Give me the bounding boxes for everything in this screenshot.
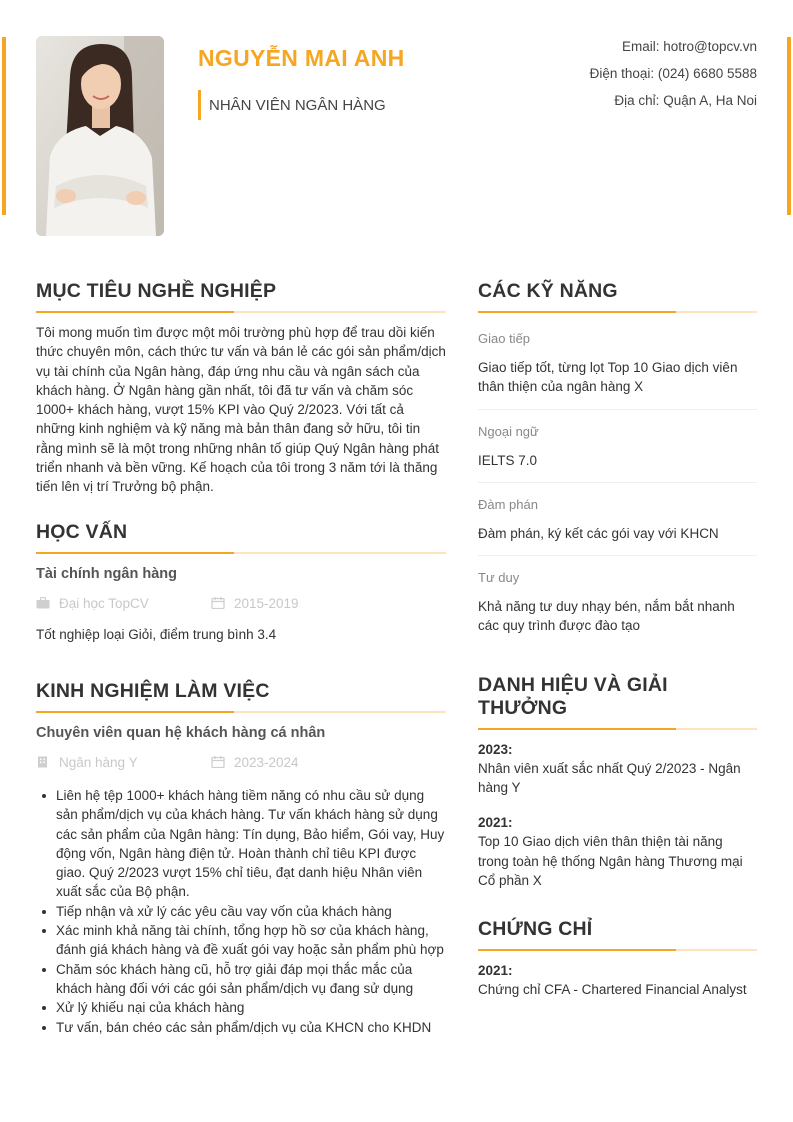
skill-name: Giao tiếp xyxy=(478,331,531,346)
experience-bullets xyxy=(36,786,446,1037)
skill-description: Khả năng tư duy nhạy bén, nắm bắt nhanh các quy trình được đào tạo xyxy=(478,599,735,634)
skill-item xyxy=(478,483,757,556)
skill-item xyxy=(478,313,757,410)
objective-title: MỤC TIÊU NGHỀ NGHIỆP xyxy=(36,280,277,302)
award-text: Top 10 Giao dịch viên thân thiện tài năng trong toàn hệ thống Ngân hàng Thương mại Cổ phần X xyxy=(478,834,743,888)
education-period-text: 2015-2019 xyxy=(234,595,299,611)
education-major: Tài chính ngân hàng xyxy=(36,565,177,582)
building-icon xyxy=(36,756,50,768)
objective-text: Tôi mong muốn tìm được một môi trường phù hợp để trau dồi kiến thức chuyên môn, cách thức tư vấn và bán lẻ các gói sản phẩm/dịch vụ tài chính của Ngân hàng, đáp ứng nhu cầu và ngân sách của khách hàng. Ở Ngân hàng gần nhất, tôi đã tư vấn và chăm sóc 1000+ khách hàng, vượt 15% KPI vào Quý 2/2023. Với tất cả những kinh nghiệm và kỹ năng mà bản thân đang sở hữu, tôi tin rằng mình sẽ là một trong những nhân tố giúp Quý Ngân hàng phát triển nhanh và bền vững. Kế hoạch của tôi trong 3 năm tới là thăng tiến lên vị trí Trưởng bộ phận. xyxy=(36,325,446,495)
certificates-section xyxy=(478,918,757,999)
education-school-name: Đại học TopCV xyxy=(59,595,149,611)
skill-item xyxy=(478,410,757,483)
certificate-item xyxy=(478,963,757,999)
awards-title: DANH HIỆU VÀ GIẢI THƯỞNG xyxy=(478,673,668,719)
skill-name: Tư duy xyxy=(478,570,520,586)
experience-company xyxy=(36,755,211,770)
calendar-icon xyxy=(211,756,225,768)
experience-period xyxy=(211,755,299,770)
list-item: Xử lý khiếu nại của khách hàng xyxy=(36,998,446,1017)
contact-phone: Điện thoại: (024) 6680 5588 xyxy=(589,66,757,81)
award-item xyxy=(478,742,757,798)
experience-company-name: Ngân hàng Y xyxy=(59,754,138,770)
education-title: HỌC VẤN xyxy=(36,520,128,543)
award-year: 2023: xyxy=(478,741,513,757)
education-period xyxy=(211,596,299,611)
section-divider xyxy=(36,311,446,313)
list-item: Liên hệ tệp 1000+ khách hàng tiềm năng có nhu cầu sử dụng sản phẩm/dịch vụ của khách hàng. Tư vấn khách hàng sử dụng các sản phẩm của Ngân hàng: Tín dụng, Bảo hiểm, Gói vay, Huy động vốn, Ngân hàng điện tử. Hoàn thành chỉ tiêu KPI được giao. Quý 2/2023 vượt 15% chỉ tiêu, đạt danh hiệu Nhân viên xuất sắc của Bộ phận. xyxy=(36,786,446,902)
section-divider xyxy=(478,728,757,730)
left-column xyxy=(36,280,446,1037)
education-school xyxy=(36,596,211,611)
right-column xyxy=(478,280,757,1000)
accent-bar-left xyxy=(2,37,6,215)
section-divider xyxy=(36,552,446,554)
contact-info xyxy=(590,38,757,119)
objective-section xyxy=(36,280,446,497)
skills-title: CÁC KỸ NĂNG xyxy=(478,280,618,302)
briefcase-icon xyxy=(36,597,50,609)
education-section xyxy=(36,521,446,644)
title-accent-line xyxy=(198,90,201,120)
list-item: Xác minh khả năng tài chính, tổng hợp hồ sơ của khách hàng, đánh giá khách hàng và đề xuất gói vay hoặc sản phẩm phù hợp xyxy=(36,921,446,960)
experience-position: Chuyên viên quan hệ khách hàng cá nhân xyxy=(36,724,326,741)
person-photo-icon xyxy=(36,36,164,236)
award-text: Nhân viên xuất sắc nhất Quý 2/2023 - Ngân hàng Y xyxy=(478,760,741,796)
experience-meta xyxy=(36,755,446,770)
skill-description: Đàm phán, ký kết các gói vay với KHCN xyxy=(478,525,719,541)
experience-period-text: 2023-2024 xyxy=(234,754,299,770)
award-item xyxy=(478,815,757,890)
skill-name: Đàm phán xyxy=(478,496,538,512)
candidate-name: NGUYỄN MAI ANH xyxy=(198,45,405,71)
certificates-title: CHỨNG CHỈ xyxy=(478,918,593,941)
skills-section xyxy=(478,280,757,644)
job-title: NHÂN VIÊN NGÂN HÀNG xyxy=(209,97,386,114)
list-item: Tư vấn, bán chéo các sản phẩm/dịch vụ của KHCN cho KHDN xyxy=(36,1018,446,1037)
skill-item xyxy=(478,556,757,644)
experience-title: KINH NGHIỆM LÀM VIỆC xyxy=(36,679,270,702)
list-item: Chăm sóc khách hàng cũ, hỗ trợ giải đáp mọi thắc mắc của khách hàng đối với các gói sản phẩm/dịch vụ đang sử dụng xyxy=(36,960,446,999)
experience-section xyxy=(36,680,446,1037)
section-divider xyxy=(36,711,446,713)
skill-description: Giao tiếp tốt, từng lọt Top 10 Giao dịch viên thân thiện của ngân hàng X xyxy=(478,360,738,395)
skill-description: IELTS 7.0 xyxy=(478,452,538,468)
certificate-text: Chứng chỉ CFA - Chartered Financial Analyst xyxy=(478,982,747,998)
skill-name: Ngoại ngữ xyxy=(478,423,539,439)
education-meta xyxy=(36,596,446,611)
education-result: Tốt nghiệp loại Giỏi, điểm trung bình 3.4 xyxy=(36,626,277,642)
section-divider xyxy=(478,949,757,951)
section-divider xyxy=(478,311,757,313)
calendar-icon xyxy=(211,597,225,609)
award-year: 2021: xyxy=(478,815,513,831)
list-item: Tiếp nhận và xử lý các yêu cầu vay vốn của khách hàng xyxy=(36,902,446,921)
contact-address: Địa chỉ: Quận A, Ha Noi xyxy=(614,93,757,108)
profile-photo xyxy=(36,36,164,236)
contact-email: Email: hotro@topcv.vn xyxy=(621,39,757,54)
accent-bar-right xyxy=(787,37,791,215)
certificate-year: 2021: xyxy=(478,963,513,979)
awards-section xyxy=(478,674,757,890)
